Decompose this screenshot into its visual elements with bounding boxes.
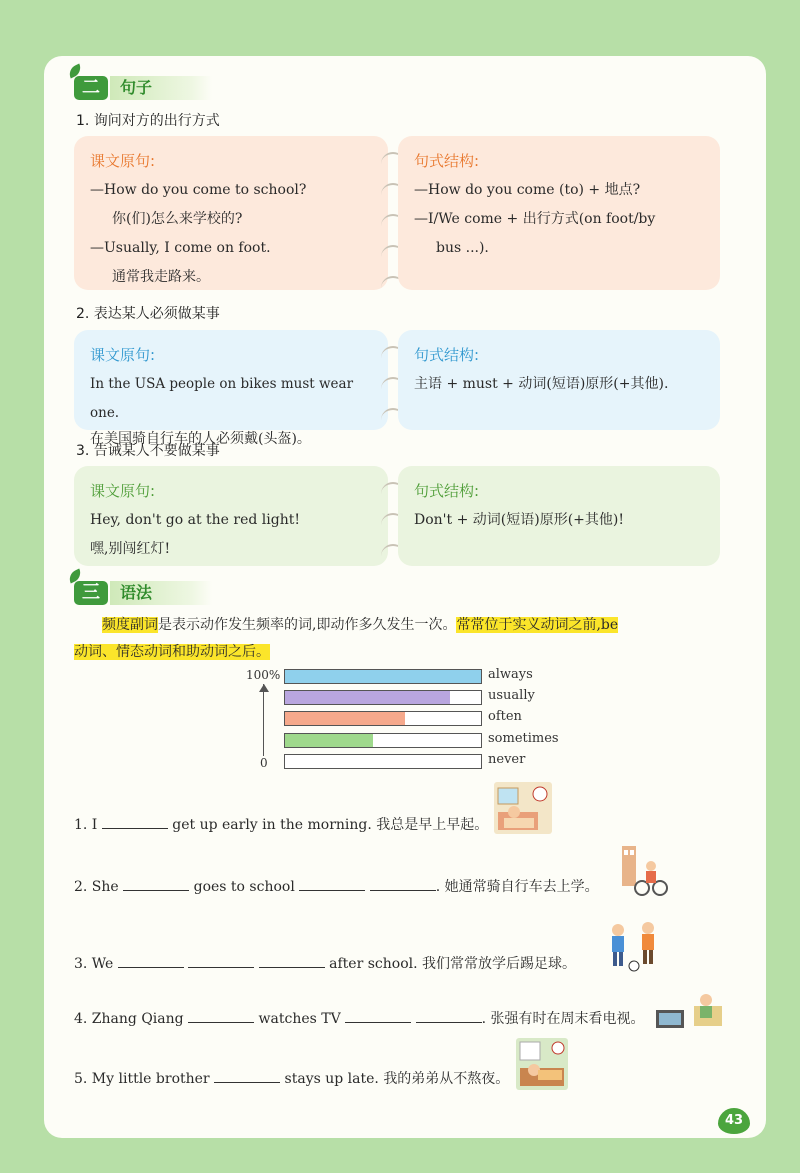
answer-blank[interactable] (345, 1010, 411, 1023)
line: 主语 + must + 动词(短语)原形(+其他). (414, 376, 669, 392)
frequency-bar-often (284, 711, 482, 726)
frequency-bar-sometimes (284, 733, 482, 748)
line: Don't + 动词(短语)原形(+其他)! (414, 512, 624, 528)
paragraph-text: 是表示动作发生频率的词,即动作多久发生一次。 (158, 617, 457, 633)
frequency-bar-fill (285, 691, 450, 704)
section-title: 句子 (110, 76, 212, 100)
exercise-4: 4. Zhang Qiang watches TV . 张强有时在周末看电视。 (74, 1011, 645, 1027)
highlight-rule: 常常位于实义动词之前,be (456, 617, 619, 633)
frequency-bar-fill (285, 734, 373, 747)
line: 你(们)怎么来学校的? (112, 211, 243, 227)
boy-sleeping-illustration (516, 1038, 568, 1090)
axis-top-label: 100% (246, 668, 281, 682)
line: —How do you come (to) + 地点? (414, 182, 641, 198)
answer-blank[interactable] (370, 878, 436, 891)
line: Hey, don't go at the red light! (90, 512, 300, 528)
line: 通常我走路来。 (112, 269, 210, 285)
grammar-paragraph (74, 612, 734, 666)
boy-watching-tv-illustration (654, 990, 724, 1030)
answer-blank[interactable] (102, 816, 168, 829)
answer-blank[interactable] (259, 955, 325, 968)
girl-riding-bike-illustration (618, 846, 670, 896)
item-heading-1: 1. 询问对方的出行方式 (76, 113, 220, 129)
exercise-5: 5. My little brother stays up late. 我的弟弟从不熬夜。 (74, 1071, 510, 1087)
frequency-label-often: often (488, 709, 522, 724)
frequency-bar-never (284, 754, 482, 769)
exercise-1: 1. I get up early in the morning. 我总是早上早起。 (74, 817, 489, 833)
frequency-label-usually: usually (488, 688, 535, 703)
item-heading-2: 2. 表达某人必须做某事 (76, 306, 220, 322)
answer-blank[interactable] (123, 878, 189, 891)
section-header-grammar (74, 577, 234, 611)
highlight-term: 频度副词 (102, 617, 158, 633)
item-heading-3: 3. 告诫某人不要做某事 (76, 443, 220, 459)
frequency-bar-always (284, 669, 482, 684)
line: bus ...). (436, 240, 489, 256)
frequency-bar-usually (284, 690, 482, 705)
bedroom-illustration (494, 782, 552, 834)
section-title: 语法 (110, 581, 212, 605)
axis-line (263, 684, 264, 756)
box-label: 句式结构: (414, 482, 480, 500)
box-label: 句式结构: (414, 152, 480, 170)
boys-playing-soccer-illustration (602, 920, 666, 974)
frequency-bar-fill (285, 712, 405, 725)
line: —Usually, I come on foot. (90, 240, 271, 256)
section-number-badge: 三 (74, 581, 108, 605)
answer-blank[interactable] (118, 955, 184, 968)
section-number-badge: 二 (74, 76, 108, 100)
box-label: 句式结构: (414, 346, 480, 364)
line: 嘿,别闯红灯! (90, 541, 171, 557)
frequency-label-always: always (488, 667, 533, 682)
answer-blank[interactable] (214, 1070, 280, 1083)
section-header-sentences (74, 72, 234, 106)
frequency-bar-fill (285, 670, 481, 683)
axis-bottom-label: 0 (260, 756, 268, 770)
highlight-rule-cont: 动词、情态动词和助动词之后。 (74, 644, 270, 660)
line: 在美国骑自行车的人必须戴(头盔)。 (90, 431, 311, 447)
box-label: 课文原句: (90, 482, 156, 500)
box-label: 课文原句: (90, 152, 156, 170)
structure-box-3 (398, 466, 720, 566)
box-label: 课文原句: (90, 346, 156, 364)
page-number: 43 (718, 1108, 750, 1134)
original-sentence-box-2 (74, 330, 388, 447)
frequency-label-never: never (488, 752, 526, 767)
line: —How do you come to school? (90, 182, 307, 198)
answer-blank[interactable] (416, 1010, 482, 1023)
answer-blank[interactable] (299, 878, 365, 891)
original-sentence-box-1 (74, 136, 388, 290)
frequency-label-sometimes: sometimes (488, 731, 559, 746)
axis-arrow-icon (259, 684, 269, 692)
answer-blank[interactable] (188, 1010, 254, 1023)
structure-box-1 (398, 136, 720, 290)
answer-blank[interactable] (188, 955, 254, 968)
line: —I/We come + 出行方式(on foot/by (414, 211, 656, 227)
exercise-3: 3. We after school. 我们常常放学后踢足球。 (74, 956, 577, 972)
line: In the USA people on bikes must wear one. (90, 376, 354, 421)
structure-box-2 (398, 330, 720, 430)
original-sentence-box-3 (74, 466, 388, 566)
exercise-2: 2. She goes to school . 她通常骑自行车去上学。 (74, 879, 599, 895)
